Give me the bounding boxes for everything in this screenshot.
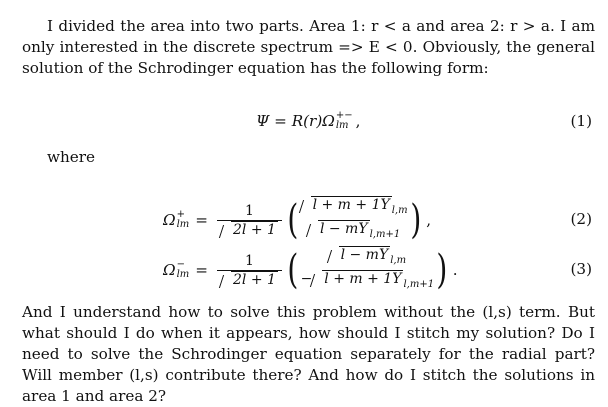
- equation-2-frac-num: 1: [245, 202, 254, 219]
- closing-paragraph: And I understand how to solve this problem without the (l,s) term. But what should I do when it appears, how should I stitch my solution? Do I need to solve the Schrodinger equation separately for the radial part? Will member (l,s) contribute there? And how do I stitch the solutions in area 1 and area 2?: [22, 303, 595, 405]
- equation-2-equals: =: [195, 211, 209, 229]
- equation-1-lhs: Ψ = R(r)Ω: [256, 112, 335, 130]
- equation-3: [0, 246, 608, 294]
- equation-2-trailing: ,: [426, 211, 432, 229]
- equation-2-fraction: [217, 202, 282, 239]
- equation-2-lhs: Ω: [163, 211, 176, 229]
- intro-paragraph: I divided the area into two parts. Area 1: r < a and area 2: r > a. I am only interested in the discrete spectrum => E < 0. Obviously, the general solution of the Schrodinger equation has the following form:: [22, 17, 595, 77]
- equation-3-frac-den: 2l + 1: [233, 271, 276, 288]
- equation-3-frac-num: 1: [245, 252, 254, 269]
- equation-3-equals: =: [195, 261, 209, 279]
- equation-3-bottom-row-prefix: −: [300, 271, 313, 287]
- equation-2-top-row: l + m + 1Y: [312, 197, 390, 214]
- equation-3-number: (3): [570, 260, 592, 278]
- equation-2-number: (2): [570, 210, 592, 228]
- equation-2-vector: ( l + m + 1Y $_{l,m}$ l − mY $_{l,m+1}$ ): [287, 197, 421, 243]
- equation-1-trailing: ,: [355, 112, 361, 130]
- equation-2-superscript: +: [176, 209, 185, 220]
- equation-2-top-row-sub: l,m: [391, 205, 408, 216]
- where-label: where: [47, 148, 96, 166]
- equation-2-bottom-row: l − mY: [319, 221, 368, 237]
- equation-1-number: (1): [570, 112, 592, 130]
- equation-3-lhs: Ω: [163, 261, 176, 279]
- equation-3-top-row-sub: l,m: [390, 255, 407, 266]
- equation-1-body: [256, 112, 360, 131]
- equation-2-lhs-group: [163, 210, 189, 230]
- equation-3-trailing: .: [452, 261, 458, 279]
- equation-3-lhs-group: [163, 260, 189, 280]
- equation-1: [0, 112, 608, 136]
- equation-2-subscript: lm: [176, 219, 190, 230]
- equation-2: [0, 196, 608, 244]
- equation-2-bottom-row-sub: l,m+1: [369, 228, 401, 240]
- equation-3-subscript: lm: [176, 269, 190, 280]
- equation-3-fraction: [217, 252, 282, 289]
- equation-3-top-row: l − mY: [340, 247, 389, 264]
- equation-3-body: [163, 246, 458, 294]
- equation-3-bottom-row-sub: l,m+1: [403, 278, 435, 290]
- equation-1-superscript: +−: [335, 110, 353, 121]
- equation-2-body: [163, 196, 431, 244]
- equation-1-subscript: lm: [335, 120, 349, 131]
- equation-3-superscript: −: [176, 259, 185, 270]
- equation-2-frac-den: 2l + 1: [233, 221, 276, 238]
- equation-3-vector: ( l − mY $_{l,m}$ − l + m + 1Y $_{l,m+1}$ ): [287, 247, 448, 293]
- equation-3-bottom-row: l + m + 1Y: [324, 271, 402, 287]
